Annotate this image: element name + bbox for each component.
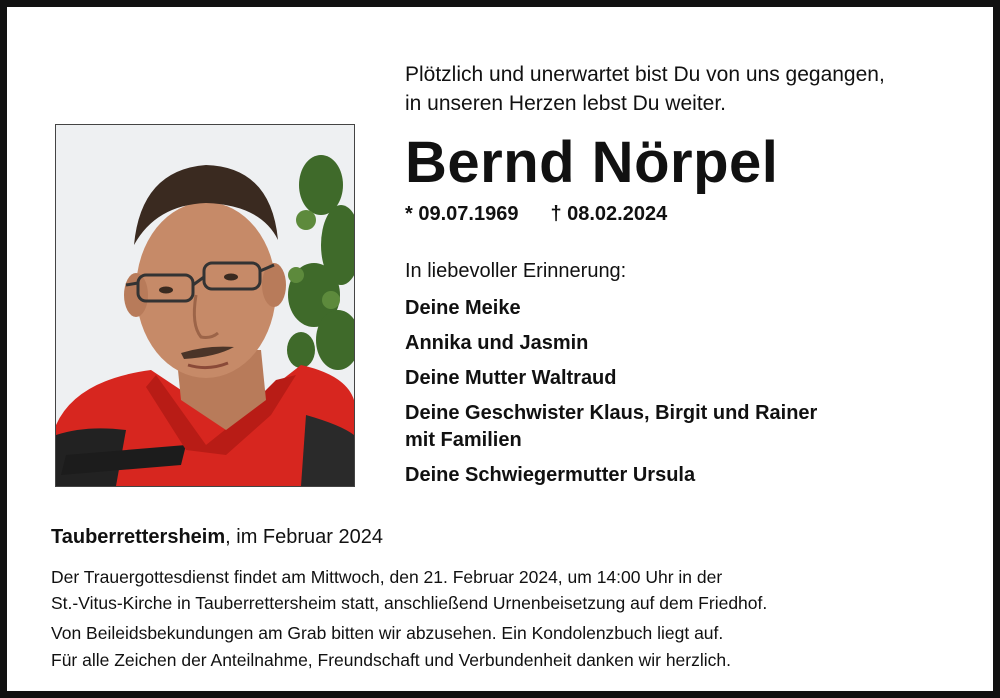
intro-verse bbox=[405, 60, 885, 118]
service-paragraph bbox=[51, 564, 767, 616]
mourners-list bbox=[405, 295, 817, 489]
mourner-line: Deine Mutter Waltraud bbox=[405, 367, 617, 389]
portrait-photo bbox=[55, 124, 355, 487]
intro-line-2: in unseren Herzen lebst Du weiter. bbox=[405, 92, 726, 115]
mourner-line: mit Familien bbox=[405, 429, 522, 451]
condolence-line: Von Beileidsbekundungen am Grab bitten wir abzusehen. Ein Kondolenzbuch liegt auf. bbox=[51, 623, 724, 643]
birth-date: * 09.07.1969 bbox=[405, 203, 519, 225]
mourner-line: Deine Geschwister Klaus, Birgit und Rainer bbox=[405, 402, 818, 424]
intro-line-1: Plötzlich und unerwartet bist Du von uns gegangen, bbox=[405, 63, 885, 86]
place-and-date bbox=[51, 525, 383, 549]
memory-label: In liebevoller Erinnerung: bbox=[405, 260, 627, 282]
mourner-line: Deine Schwiegermutter Ursula bbox=[405, 464, 696, 486]
mourner-line: Annika und Jasmin bbox=[405, 332, 589, 354]
month-year: , im Februar 2024 bbox=[225, 526, 383, 548]
death-date: † 08.02.2024 bbox=[550, 203, 668, 225]
service-line-2: St.-Vitus-Kirche in Tauberrettersheim statt, anschließend Urnenbeisetzung auf dem Friedhof. bbox=[51, 593, 768, 613]
deceased-name: Bernd Nörpel bbox=[405, 130, 779, 195]
town-name: Tauberrettersheim bbox=[51, 526, 226, 548]
life-dates bbox=[405, 202, 667, 226]
condolence-paragraph bbox=[51, 620, 723, 646]
thanks-paragraph bbox=[51, 647, 731, 673]
thanks-line: Für alle Zeichen der Anteilnahme, Freundschaft und Verbundenheit danken wir herzlich. bbox=[51, 650, 731, 670]
service-line-1: Der Trauergottesdienst findet am Mittwoch, den 21. Februar 2024, um 14:00 Uhr in der bbox=[51, 567, 723, 587]
mourner-line: Deine Meike bbox=[405, 297, 521, 319]
